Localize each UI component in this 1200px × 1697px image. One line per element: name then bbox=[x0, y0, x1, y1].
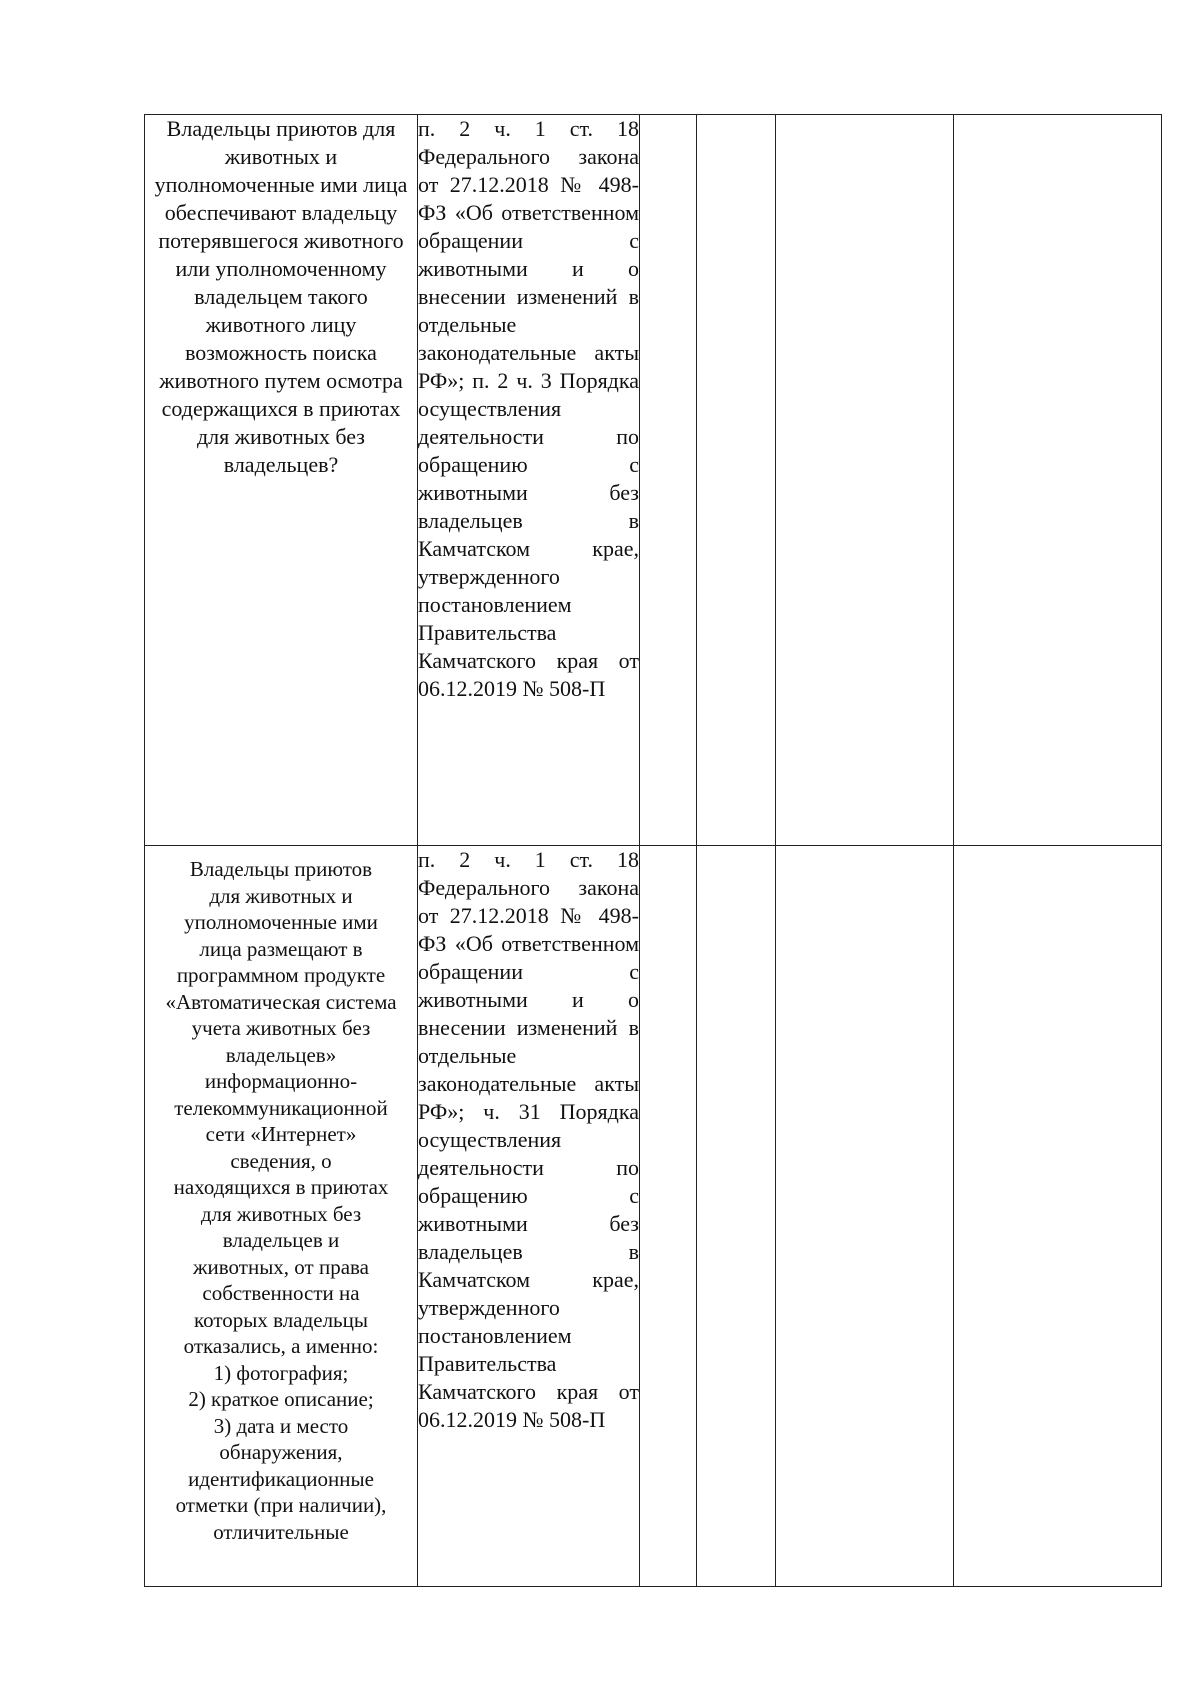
table-row bbox=[145, 115, 1162, 846]
requirement-question-line: учета животных без bbox=[191, 1016, 371, 1040]
requirement-question-line: для животных без bbox=[200, 1201, 362, 1226]
requirement-question-cell bbox=[145, 846, 418, 1587]
legal-reference-cell bbox=[418, 115, 640, 846]
requirement-question-line: информационно- bbox=[204, 1069, 358, 1093]
note-cell[interactable] bbox=[954, 846, 1162, 1587]
answer-no-cell[interactable] bbox=[697, 115, 776, 846]
requirement-question-line: Владельцы приютов bbox=[189, 857, 373, 881]
requirement-question-line: которых владельцы bbox=[194, 1307, 368, 1332]
requirement-question-line: сведения, о bbox=[230, 1148, 332, 1173]
answer-yes-cell[interactable] bbox=[640, 115, 697, 846]
requirement-question-line: уполномоченные ими bbox=[184, 910, 378, 934]
requirement-question-line: для животных и bbox=[209, 883, 353, 908]
requirement-question-cell bbox=[145, 115, 418, 846]
requirement-question-text: Владельцы приютов для животных и уполномоченные ими лица обеспечивают владельцу потерявшегося животного или уполномоченному владельцем такого животного лицу возможность поиска животного путем осмотра содержащихся в приютах для животных без владельцев? bbox=[154, 116, 408, 477]
answer-na-cell[interactable] bbox=[776, 846, 954, 1587]
table-row bbox=[145, 846, 1162, 1587]
answer-na-cell[interactable] bbox=[776, 115, 954, 846]
requirement-question-line: владельцев» bbox=[225, 1042, 337, 1067]
requirement-question-line: отметки (при наличии), bbox=[175, 1493, 387, 1517]
requirement-question-line: программном продукте bbox=[176, 963, 386, 987]
requirement-question-line: отличительные bbox=[213, 1519, 349, 1544]
requirement-question-line: владельцев и bbox=[222, 1228, 340, 1252]
legal-reference-text: п. 2 ч. 1 ст. 18 Федерального закона от 27.12.2018 № 498-ФЗ «Об ответственном обращении с животными и о внесении изменений в отдельные законодательные акты РФ»; п. 2 ч. 3 Порядка осуществления деятельности по обращению с животными без владельцев в Камчатском крае, утвержденного постановлением Правительства Камчатского края от 06.12.2019 № 508-П bbox=[418, 116, 639, 701]
note-cell[interactable] bbox=[954, 115, 1162, 846]
requirement-question-line: лица размещают в bbox=[199, 936, 363, 961]
requirement-question-line: идентификационные bbox=[188, 1466, 374, 1491]
requirement-question-line: телекоммуникационной bbox=[174, 1095, 388, 1120]
answer-no-cell[interactable] bbox=[697, 846, 776, 1587]
requirement-question-line: «Автоматическая система bbox=[165, 989, 397, 1014]
legal-reference-text: п. 2 ч. 1 ст. 18 Федерального закона от 27.12.2018 № 498-ФЗ «Об ответственном обращении с животными и о внесении изменений в отдельные законодательные акты РФ»; ч. 31 Порядка осуществления деятельности по обращению с животными без владельцев в Камчатском крае, утвержденного постановлением Правительства Камчатского края от 06.12.2019 № 508-П bbox=[418, 847, 639, 1432]
requirement-question-line: находящихся в приютах bbox=[173, 1175, 389, 1199]
requirement-question-line: обнаружения, bbox=[219, 1440, 343, 1464]
requirement-question-line: собственности на bbox=[202, 1281, 360, 1305]
legal-reference-cell bbox=[418, 846, 640, 1587]
requirement-question-line: 2) краткое описание; bbox=[188, 1387, 374, 1411]
requirement-question-line: 1) фотография; bbox=[213, 1360, 349, 1385]
requirement-question-line: животных, от права bbox=[193, 1254, 369, 1279]
requirement-question-line: 3) дата и место bbox=[213, 1413, 349, 1438]
requirement-question-line: сети «Интернет» bbox=[205, 1122, 357, 1146]
answer-yes-cell[interactable] bbox=[640, 846, 697, 1587]
checklist-table bbox=[144, 114, 1162, 1587]
requirement-question-line: отказались, а именно: bbox=[183, 1334, 379, 1358]
